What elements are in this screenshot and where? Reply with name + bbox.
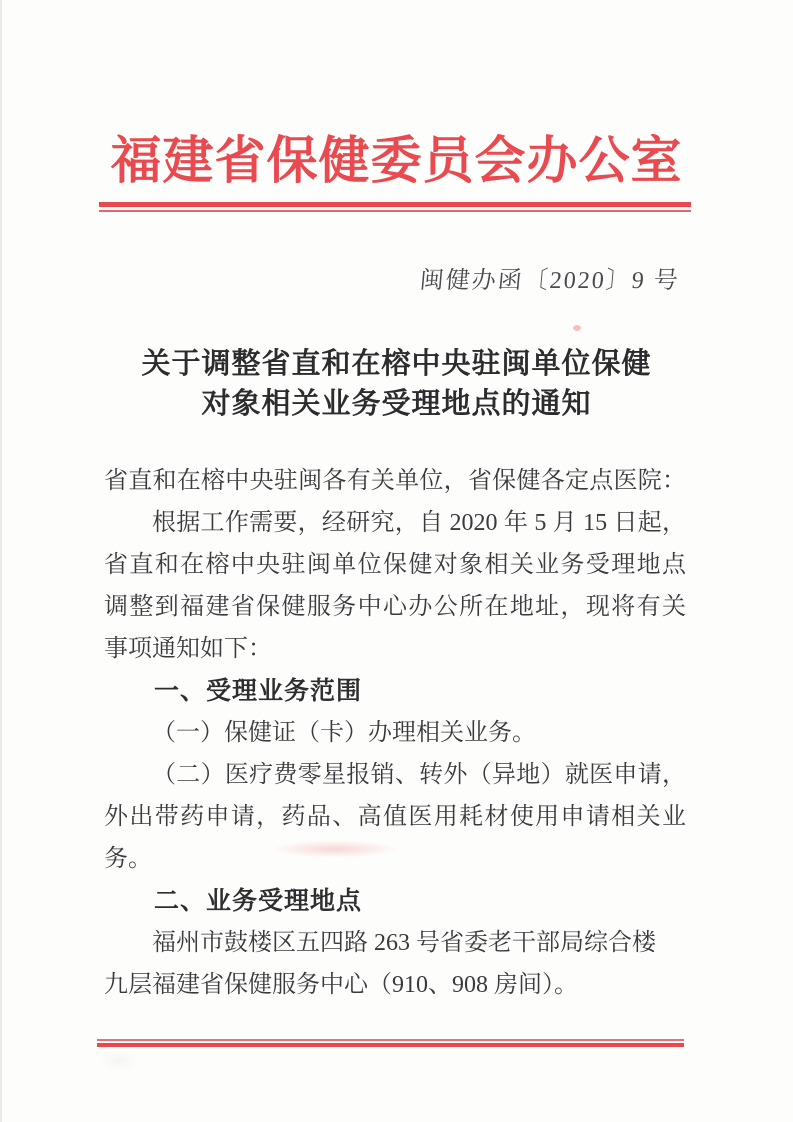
footer-rule-thick — [97, 1043, 684, 1047]
letterhead-title: 福建省保健委员会办公室 — [110, 134, 683, 190]
scan-smudge-artifact — [98, 1050, 138, 1072]
notice-title-line-1: 关于调整省直和在榕中央驻闽单位保健 — [141, 348, 652, 380]
body-line: （一）保健证（卡）办理相关业务。 — [152, 720, 536, 746]
body-line: 二、业务受理地点 — [154, 887, 363, 915]
body-line: 省直和在榕中央驻闽单位保健对象相关业务受理地点 — [104, 552, 686, 578]
body-line: 九层福建省保健服务中心（910、908 房间）。 — [104, 972, 578, 998]
letterhead-rule-thin — [99, 210, 691, 212]
body-line: 事项通知如下： — [104, 636, 272, 662]
body-line: 一、受理业务范围 — [154, 677, 363, 705]
notice-title-line-2: 对象相关业务受理地点的通知 — [201, 388, 592, 420]
body-line: 省直和在榕中央驻闽各有关单位，省保健各定点医院： — [104, 468, 686, 494]
body-line: 福州市鼓楼区五四路 263 号省委老干部局综合楼 — [152, 930, 656, 956]
body-line: 务。 — [104, 846, 152, 872]
body-line: （二）医疗费零星报销、转外（异地）就医申请， — [152, 762, 686, 788]
body-line: 外出带药申请，药品、高值医用耗材使用申请相关业 — [104, 804, 686, 830]
body-line: 调整到福建省保健服务中心办公所在地址，现将有关 — [104, 594, 686, 620]
body-line: 根据工作需要，经研究，自 2020 年 5 月 15 日起， — [152, 510, 686, 536]
document-number: 闽健办函〔2020〕9 号 — [418, 268, 681, 294]
notice-title — [0, 344, 793, 424]
red-speck-artifact — [573, 325, 581, 331]
document-body — [104, 460, 686, 1006]
footer-rule-thin — [97, 1039, 684, 1041]
letterhead-rule-thick — [99, 202, 691, 207]
